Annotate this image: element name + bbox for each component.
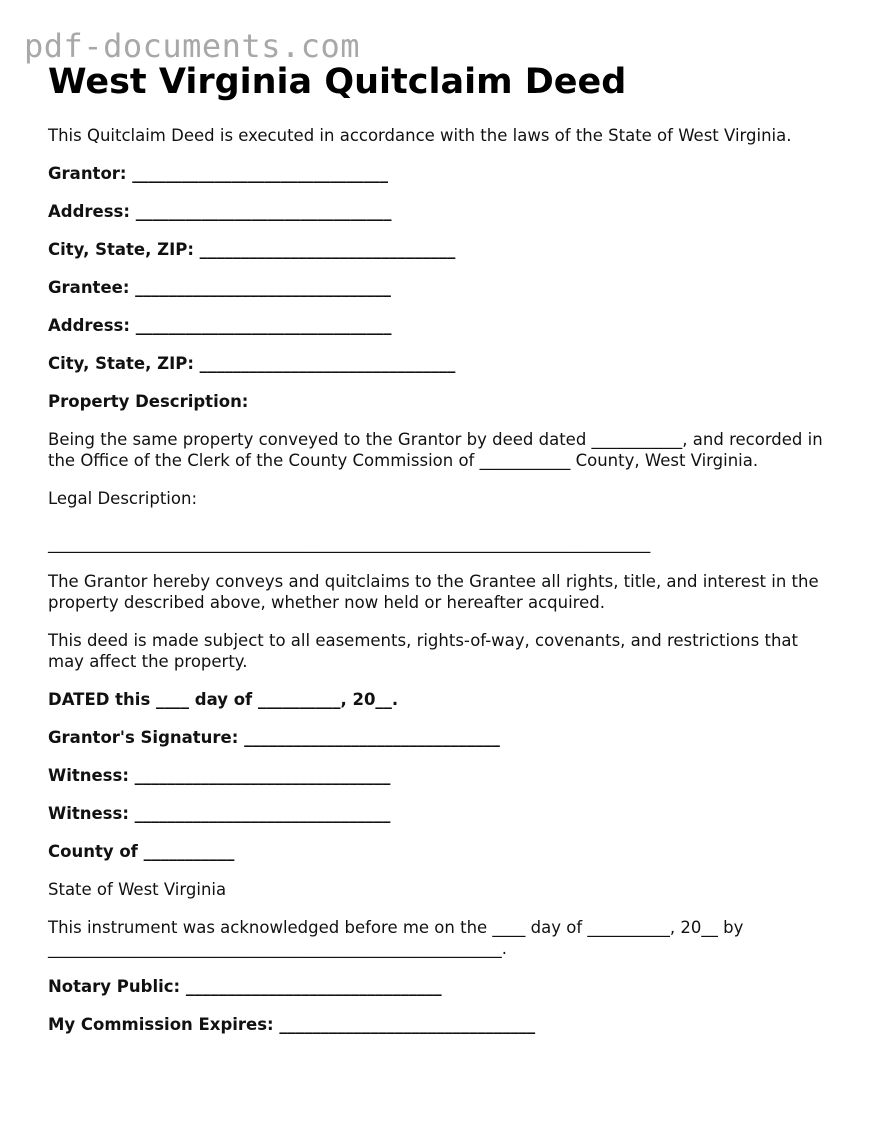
grantee-address-line: Address: _______________________________ — [48, 316, 392, 335]
conveyance-paragraph: The Grantor hereby conveys and quitclaims to the Grantee all rights, title, and interest in the property described above, whether now held or hereafter acquired. — [48, 572, 819, 612]
document-title: West Virginia Quitclaim Deed — [48, 62, 627, 102]
legal-description-line: _________________________________________________________________________ — [48, 534, 651, 553]
watermark: pdf-documents.com — [24, 27, 361, 65]
county-line: County of ___________ — [48, 842, 235, 861]
property-heading: Property Description: — [48, 392, 249, 411]
grantor-signature-line: Grantor's Signature: _______________________________ — [48, 728, 500, 747]
notary-public-line: Notary Public: _______________________________ — [48, 977, 442, 996]
subject-to-paragraph: This deed is made subject to all easements, rights-of-way, covenants, and restrictions that may affect the property. — [48, 631, 798, 671]
witness-line-1: Witness: _______________________________ — [48, 766, 391, 785]
grantor-city-line: City, State, ZIP: _______________________________ — [48, 240, 456, 259]
grantor-name-line: Grantor: _______________________________ — [48, 164, 389, 183]
acknowledgment-paragraph: This instrument was acknowledged before me on the ____ day of __________, 20__ by _______________________________________________________. — [48, 918, 744, 958]
deed-body — [48, 125, 838, 1052]
witness-line-2: Witness: _______________________________ — [48, 804, 391, 823]
intro-paragraph: This Quitclaim Deed is executed in accordance with the laws of the State of West Virginia. — [48, 126, 792, 145]
grantee-city-line: City, State, ZIP: _______________________________ — [48, 354, 456, 373]
commission-expires-line: My Commission Expires: _______________________________ — [48, 1015, 536, 1034]
grantee-name-line: Grantee: _______________________________ — [48, 278, 391, 297]
state-line: State of West Virginia — [48, 880, 227, 899]
dated-line: DATED this ____ day of __________, 20__. — [48, 690, 399, 709]
property-paragraph: Being the same property conveyed to the Grantor by deed dated ___________, and recorded in the Office of the Clerk of the County Commission of ___________ County, West Virginia. — [48, 430, 823, 470]
legal-description-label: Legal Description: — [48, 489, 197, 508]
grantor-address-line: Address: _______________________________ — [48, 202, 392, 221]
